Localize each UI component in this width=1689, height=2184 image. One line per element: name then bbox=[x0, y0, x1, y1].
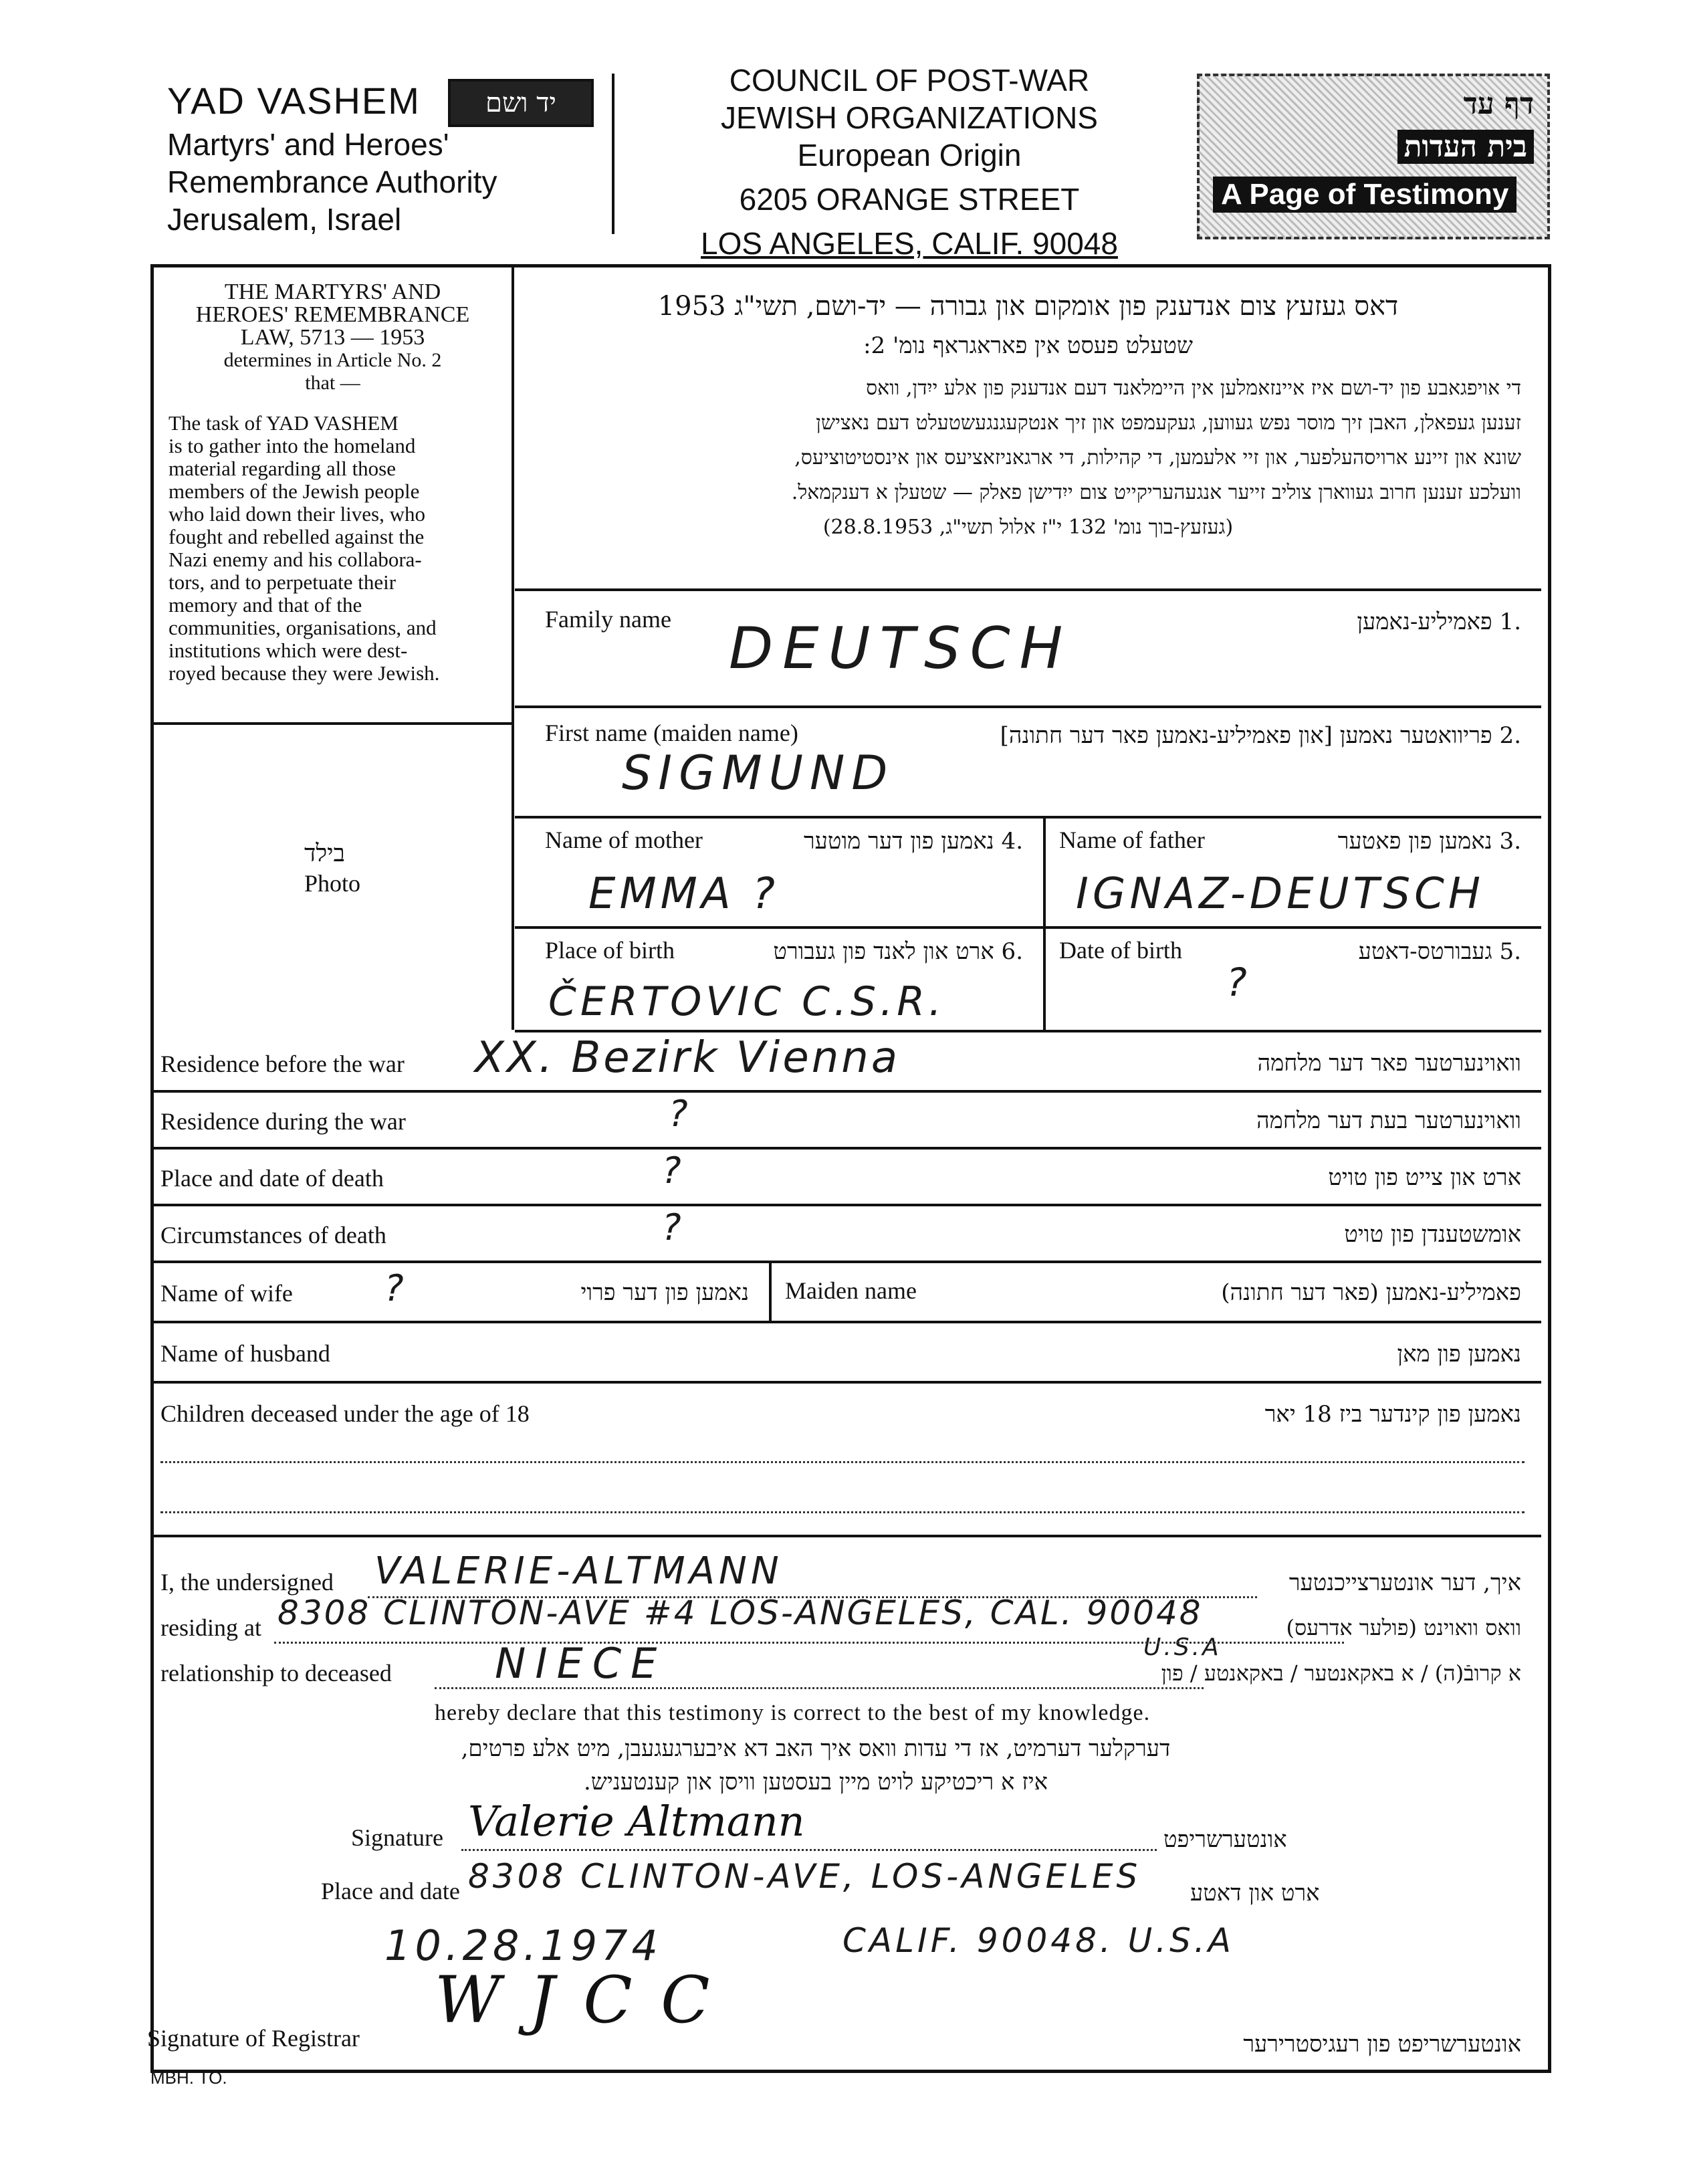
task-line: fought and rebelled against the bbox=[168, 525, 425, 548]
wife-hebrew: נאמען פון דער פרוי bbox=[580, 1279, 749, 1306]
circumstances-label: Circumstances of death bbox=[160, 1222, 386, 1248]
registrar-hebrew: אונטערשריפט פון רעגיסטרירער bbox=[1243, 2031, 1521, 2058]
residence-during-row bbox=[154, 1090, 1541, 1150]
undersigned-label: I, the undersigned bbox=[160, 1569, 334, 1596]
place-date-value-city[interactable]: CALIF. 90048. U.S.A bbox=[842, 1921, 1234, 1960]
residence-during-label: Residence during the war bbox=[160, 1108, 406, 1135]
registrar-signature[interactable]: W J C C bbox=[435, 1963, 714, 2038]
undersigned-value[interactable]: VALERIE-ALTMANN bbox=[374, 1549, 783, 1593]
first-name-row bbox=[515, 705, 1541, 818]
council-block bbox=[635, 62, 1184, 262]
place-of-birth-value[interactable]: ČERTOVIC C.S.R. bbox=[548, 978, 945, 1025]
stamp-hebrew-2: בית העדות bbox=[1397, 130, 1534, 164]
wife-value[interactable]: ? bbox=[384, 1267, 408, 1309]
intro-line3: די אויפגאבע פון יד-ושם איז איינזאמלען אין היימלאנד דעם אנדענק פון אלע ייִדן, וואס bbox=[866, 376, 1521, 400]
first-name-value[interactable]: SIGMUND bbox=[622, 746, 895, 800]
law-task bbox=[168, 412, 502, 685]
place-date-label: Place and date bbox=[321, 1878, 460, 1904]
residing-label: residing at bbox=[160, 1614, 261, 1641]
husband-label: Name of husband bbox=[160, 1340, 330, 1367]
task-line: who laid down their lives, who bbox=[168, 502, 426, 526]
children-label: Children deceased under the age of 18 bbox=[160, 1400, 530, 1427]
circumstances-hebrew: אומשטענדן פון טויט bbox=[1344, 1221, 1521, 1248]
signature-hebrew: אונטערשריפט bbox=[1163, 1826, 1287, 1853]
family-name-value[interactable]: DEUTSCH bbox=[729, 615, 1073, 682]
date-of-birth-hebrew: .5 געבורטס-דאטע bbox=[1358, 938, 1521, 965]
wife-label: Name of wife bbox=[160, 1280, 293, 1307]
father-label: Name of father bbox=[1059, 827, 1205, 853]
footer-code: MBH. TO. bbox=[150, 2068, 227, 2088]
task-line: royed because they were Jewish. bbox=[168, 661, 440, 685]
family-name-row bbox=[515, 588, 1541, 708]
date-of-birth-value[interactable]: ? bbox=[1226, 960, 1251, 1005]
husband-row bbox=[154, 1321, 1541, 1384]
mother-value[interactable]: EMMA ? bbox=[588, 869, 779, 919]
circumstances-row bbox=[154, 1204, 1541, 1263]
parents-row bbox=[515, 816, 1541, 929]
place-date-death-row bbox=[154, 1147, 1541, 1206]
wife-row bbox=[154, 1261, 1541, 1323]
declaration bbox=[147, 1535, 1541, 2063]
father-hebrew: .3 נאמען פון פאטער bbox=[1337, 828, 1521, 855]
place-date-value[interactable]: 8308 CLINTON-AVE, LOS-ANGELES bbox=[468, 1857, 1141, 1896]
residence-before-value[interactable]: XX. Bezirk Vienna bbox=[475, 1033, 901, 1083]
husband-hebrew: נאמען פון מאן bbox=[1397, 1341, 1521, 1368]
task-line: institutions which were dest- bbox=[168, 639, 408, 662]
task-line: tors, and to perpetuate their bbox=[168, 570, 397, 594]
place-date-death-value[interactable]: ? bbox=[662, 1150, 685, 1192]
place-date-hebrew: ארט און דאטע bbox=[1190, 1880, 1320, 1906]
page-of-testimony-stamp bbox=[1197, 74, 1550, 239]
task-line: members of the Jewish people bbox=[168, 479, 420, 503]
relationship-value[interactable]: NIECE bbox=[495, 1639, 667, 1688]
residence-before-hebrew: וואוינערטער פאר דער מלחמה bbox=[1257, 1050, 1521, 1077]
photo-label: Photo bbox=[304, 870, 361, 897]
hebrew-declaration-2: איז א ריכטיקע לויט מיין בעסטען וויסן און קענטעניש. bbox=[583, 1769, 1048, 1795]
council-line5: LOS ANGELES, CALIF. 90048 bbox=[701, 226, 1118, 261]
law-line5: that — bbox=[305, 372, 360, 394]
residing-value-country[interactable]: U.S.A bbox=[1143, 1634, 1222, 1661]
relationship-hebrew: א קרובֿ(ה) / א באקאנטער / באקאנטע / פון bbox=[1161, 1660, 1521, 1686]
intro-line5: שונא און זיינע ארויסהעלפער, און זיי אלעמען, די קהילות, די ארגאניזאציעס און אינסטיטוציעס, bbox=[794, 446, 1521, 469]
children-hebrew: נאמען פון קינדער ביז 18 יאר bbox=[1264, 1401, 1521, 1428]
family-name-hebrew: .1 פאמיליע-נאמען bbox=[1357, 609, 1521, 635]
task-line: Nazi enemy and his collabora- bbox=[168, 548, 422, 571]
signature-label: Signature bbox=[351, 1824, 443, 1851]
stamp-english: A Page of Testimony bbox=[1213, 177, 1516, 213]
law-line3: LAW, 5713 — 1953 bbox=[240, 325, 425, 350]
task-line: material regarding all those bbox=[168, 457, 397, 480]
stamp-hebrew-1: דף עד bbox=[1463, 87, 1534, 121]
residence-before-row bbox=[154, 1030, 1541, 1093]
intro-line6: וועלכע זענען חרוב געווארן צוליב זייער אנגעהעריקייט צום ייִדישן פאלק — שטעלן א דענקמאל. bbox=[791, 481, 1521, 504]
task-line: memory and that of the bbox=[168, 593, 362, 617]
law-line2: HEROES' REMEMBRANCE bbox=[195, 302, 470, 327]
council-line4: 6205 ORANGE STREET bbox=[739, 182, 1080, 217]
intro-line1: דאס געזעץ צום אנדענק פון אומקום און גבורה — יד-ושם, תשי"ג 1953 bbox=[657, 291, 1399, 322]
yiddish-intro bbox=[515, 267, 1541, 591]
authority-block bbox=[167, 126, 497, 238]
task-line: is to gather into the homeland bbox=[168, 434, 416, 457]
date-value[interactable]: 10.28.1974 bbox=[384, 1921, 662, 1970]
intro-line7: (געזעץ-בוך נומ' 132 י"ז אלול תשי"ג, 28.8.1953) bbox=[822, 516, 1234, 539]
place-of-birth-hebrew: .6 ארט און לאנד פון געבורט bbox=[773, 938, 1023, 965]
hebrew-declaration-1: דערקלער דערמיט, אז די עדות וואס איך האב דא איבערגעגעבן, מיט אלע פרטים, bbox=[461, 1735, 1171, 1762]
place-date-death-label: Place and date of death bbox=[160, 1165, 384, 1192]
hereby-declaration: hereby declare that this testimony is correct to the best of my knowledge. bbox=[435, 1701, 1151, 1725]
mother-hebrew: .4 נאמען פון דער מוטער bbox=[803, 828, 1023, 855]
authority-line1: Martyrs' and Heroes' bbox=[167, 127, 449, 162]
law-line4: determines in Article No. 2 bbox=[223, 349, 442, 371]
task-line: communities, organisations, and bbox=[168, 616, 437, 639]
council-line1: COUNCIL OF POST-WAR bbox=[729, 63, 1090, 98]
yad-vashem-logo: יד ושם bbox=[448, 79, 594, 127]
task-line: The task of YAD VASHEM bbox=[168, 411, 399, 435]
residence-during-hebrew: וואוינערטער בעת דער מלחמה bbox=[1256, 1107, 1521, 1134]
place-of-birth-label: Place of birth bbox=[545, 937, 675, 964]
law-box bbox=[154, 267, 514, 725]
first-name-label: First name (maiden name) bbox=[545, 720, 798, 746]
residing-value[interactable]: 8308 CLINTON-AVE #4 LOS-ANGELES, CAL. 90048 bbox=[277, 1594, 1203, 1632]
residing-hebrew: וואס וואוינט (פולער אדרעס) bbox=[1286, 1615, 1521, 1640]
place-date-death-hebrew: ארט און צייט פון טויט bbox=[1328, 1164, 1521, 1191]
maiden-hebrew: פאמיליע-נאמען (פאר דער חתונה) bbox=[1221, 1279, 1521, 1306]
mother-label: Name of mother bbox=[545, 827, 703, 853]
yad-vashem-title: YAD VASHEM bbox=[167, 80, 421, 122]
residence-during-value[interactable]: ? bbox=[669, 1093, 692, 1135]
undersigned-hebrew: איך, דער אונטערצייכנטער bbox=[1288, 1569, 1521, 1596]
father-value[interactable]: IGNAZ-DEUTSCH bbox=[1076, 869, 1484, 919]
residence-before-label: Residence before the war bbox=[160, 1051, 405, 1077]
council-line3: European Origin bbox=[797, 138, 1022, 173]
authority-line3: Jerusalem, Israel bbox=[167, 202, 402, 237]
maiden-label: Maiden name bbox=[785, 1277, 917, 1304]
authority-line2: Remembrance Authority bbox=[167, 165, 497, 199]
intro-line2: שטעלט פעסט אין פאראגראף נומ' 2: bbox=[863, 332, 1193, 359]
law-line1: THE MARTYRS' AND bbox=[224, 280, 441, 304]
date-of-birth-label: Date of birth bbox=[1059, 937, 1182, 964]
signature-value[interactable]: Valerie Altmann bbox=[468, 1797, 805, 1846]
photo-area bbox=[154, 722, 514, 1030]
photo-label-hebrew: בילד bbox=[304, 840, 345, 867]
relationship-label: relationship to deceased bbox=[160, 1660, 392, 1686]
birth-row bbox=[515, 926, 1541, 1032]
council-line2: JEWISH ORGANIZATIONS bbox=[721, 100, 1098, 135]
family-name-label: Family name bbox=[545, 606, 671, 633]
children-row bbox=[154, 1381, 1541, 1537]
registrar-label: Signature of Registrar bbox=[147, 2025, 360, 2052]
circumstances-value[interactable]: ? bbox=[662, 1206, 685, 1248]
intro-line4: זענען געפאלן, האבן זיך מוסר נפש געווען, געקעמפט און זיך אנטקעגנגעשטעלט דעם נאצישן bbox=[816, 411, 1521, 435]
first-name-hebrew: .2 פריוואטער נאמען [און פאמיליע-נאמען פאר דער חתונה] bbox=[1000, 722, 1521, 749]
